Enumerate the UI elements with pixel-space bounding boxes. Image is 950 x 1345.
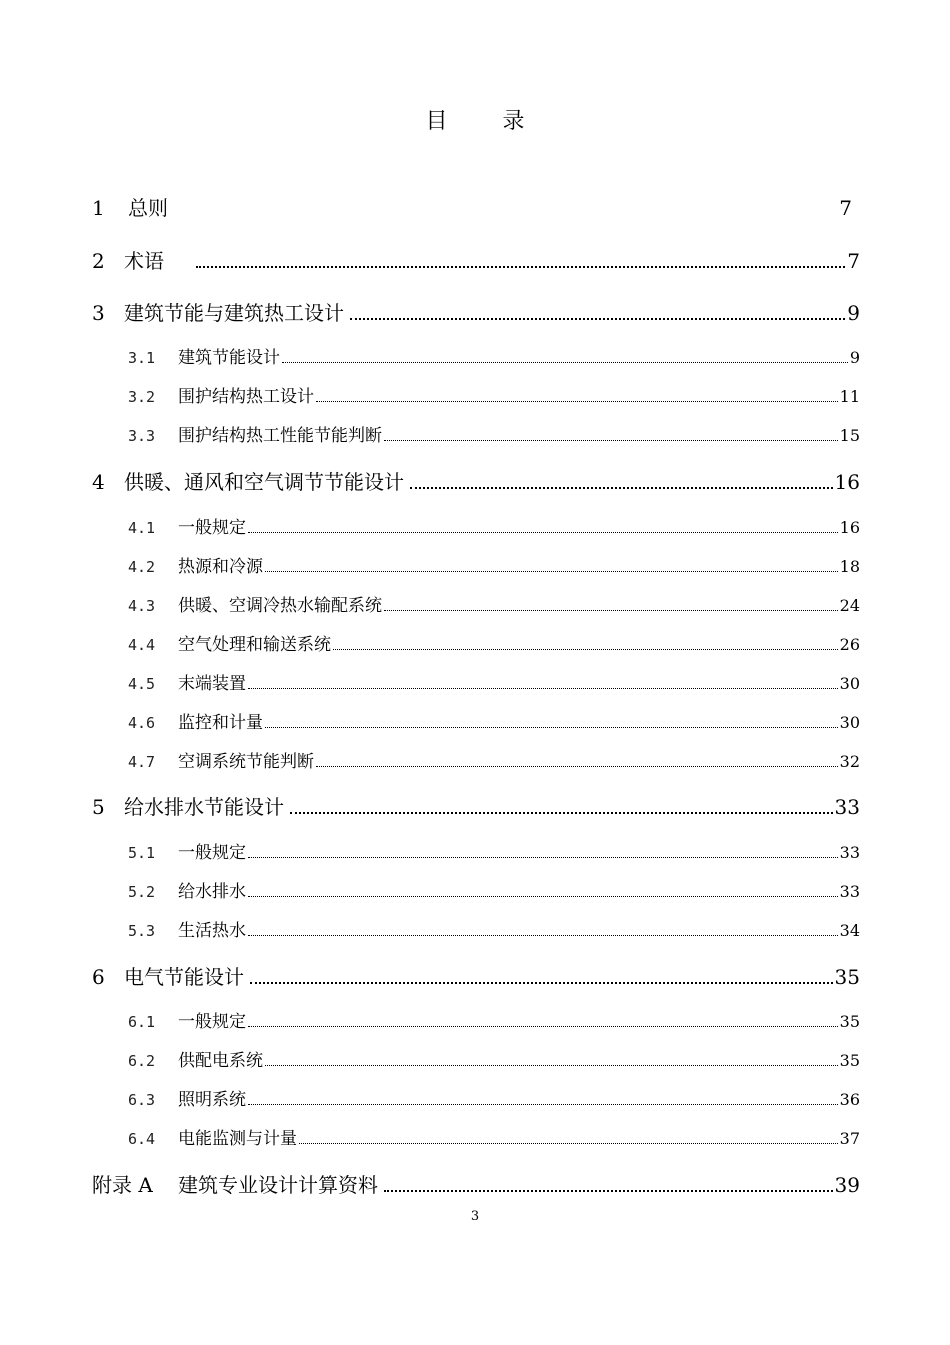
toc-leader-dots bbox=[316, 766, 838, 767]
toc-number: 6.4 bbox=[128, 1130, 156, 1148]
toc-number: 3.2 bbox=[128, 388, 156, 406]
toc-page-number: 36 bbox=[839, 1090, 860, 1109]
toc-entry[interactable] bbox=[0, 962, 950, 992]
toc-number: 6.1 bbox=[128, 1013, 156, 1031]
toc-leader-dots bbox=[248, 857, 838, 858]
toc-page-number: 11 bbox=[839, 387, 860, 406]
toc-entry[interactable] bbox=[0, 382, 950, 412]
toc-label: 给水排水 bbox=[178, 882, 246, 902]
toc-number: 4 bbox=[92, 470, 105, 494]
toc-page-number: 35 bbox=[834, 965, 860, 989]
toc-entry[interactable] bbox=[0, 630, 950, 660]
toc-page-number: 35 bbox=[839, 1051, 860, 1070]
toc-label: 电能监测与计量 bbox=[178, 1129, 297, 1149]
toc-entry[interactable] bbox=[0, 193, 950, 223]
toc-label: 一般规定 bbox=[178, 518, 246, 538]
toc-label: 供配电系统 bbox=[178, 1051, 263, 1071]
page-title: 目 录 bbox=[425, 109, 549, 134]
toc-leader-dots bbox=[350, 318, 845, 320]
toc-label: 术语 bbox=[124, 249, 164, 273]
toc-leader-dots bbox=[290, 812, 833, 814]
toc-leader-dots bbox=[333, 649, 838, 650]
toc-leader-dots bbox=[265, 571, 838, 572]
toc-leader-dots bbox=[384, 440, 838, 441]
toc-number: 6.3 bbox=[128, 1091, 156, 1109]
toc-number: 5.3 bbox=[128, 922, 156, 940]
toc-number: 4.3 bbox=[128, 597, 156, 615]
toc-page-number: 34 bbox=[839, 921, 860, 940]
toc-entry[interactable] bbox=[0, 246, 950, 276]
toc-label: 一般规定 bbox=[178, 1012, 246, 1032]
toc-label: 空调系统节能判断 bbox=[178, 752, 314, 772]
toc-leader-dots bbox=[410, 487, 833, 489]
toc-number: 5.1 bbox=[128, 844, 156, 862]
toc-number: 4.5 bbox=[128, 675, 156, 693]
toc-leader-dots bbox=[248, 688, 838, 689]
toc-leader-dots bbox=[248, 935, 838, 936]
toc-leader-dots bbox=[316, 401, 838, 402]
toc-number: 5 bbox=[92, 795, 105, 819]
toc-page-number: 33 bbox=[834, 795, 860, 819]
toc-page-number: 7 bbox=[847, 249, 860, 273]
toc-entry[interactable] bbox=[0, 1170, 950, 1200]
toc-entry[interactable] bbox=[0, 421, 950, 451]
toc-page-number: 30 bbox=[839, 713, 860, 732]
toc-leader-dots bbox=[248, 532, 838, 533]
toc-entry[interactable] bbox=[0, 1046, 950, 1076]
toc-leader-dots bbox=[196, 266, 845, 268]
toc-page-number: 35 bbox=[839, 1012, 860, 1031]
toc-page-number: 37 bbox=[839, 1129, 860, 1148]
toc-entry[interactable] bbox=[0, 513, 950, 543]
toc-label: 建筑专业设计计算资料 bbox=[178, 1173, 378, 1197]
toc-entry[interactable] bbox=[0, 747, 950, 777]
toc-label: 照明系统 bbox=[178, 1090, 246, 1110]
toc-number: 4.6 bbox=[128, 714, 156, 732]
toc-leader-dots bbox=[265, 727, 838, 728]
toc-label: 电气节能设计 bbox=[124, 965, 244, 989]
toc-label: 末端装置 bbox=[178, 674, 246, 694]
toc-label: 生活热水 bbox=[178, 921, 246, 941]
toc-label: 热源和冷源 bbox=[178, 557, 263, 577]
toc-number: 附录 A bbox=[92, 1173, 153, 1197]
toc-entry[interactable] bbox=[0, 792, 950, 822]
toc-entry[interactable] bbox=[0, 916, 950, 946]
toc-number: 5.2 bbox=[128, 883, 156, 901]
toc-page-number: 9 bbox=[849, 348, 860, 367]
toc-leader-dots bbox=[384, 1190, 833, 1192]
toc-number: 4.4 bbox=[128, 636, 156, 654]
toc-number: 6.2 bbox=[128, 1052, 156, 1070]
toc-number: 2 bbox=[92, 249, 105, 273]
toc-label: 围护结构热工设计 bbox=[178, 387, 314, 407]
toc-page-number: 15 bbox=[839, 426, 860, 445]
toc-number: 3.1 bbox=[128, 349, 156, 367]
toc-entry[interactable] bbox=[0, 591, 950, 621]
toc-entry[interactable] bbox=[0, 467, 950, 497]
toc-page-number: 16 bbox=[834, 470, 860, 494]
toc-entry[interactable] bbox=[0, 838, 950, 868]
toc-entry[interactable] bbox=[0, 343, 950, 373]
toc-number: 6 bbox=[92, 965, 105, 989]
toc-entry[interactable] bbox=[0, 552, 950, 582]
toc-entry[interactable] bbox=[0, 1007, 950, 1037]
toc-page-number: 7 bbox=[839, 196, 852, 220]
toc-number: 4.1 bbox=[128, 519, 156, 537]
toc-entry[interactable] bbox=[0, 877, 950, 907]
toc-page-number: 33 bbox=[839, 882, 860, 901]
toc-label: 供暖、通风和空气调节节能设计 bbox=[124, 470, 404, 494]
toc-label: 一般规定 bbox=[178, 843, 246, 863]
toc-label: 给水排水节能设计 bbox=[124, 795, 284, 819]
toc-label: 总则 bbox=[128, 196, 168, 220]
toc-entry[interactable] bbox=[0, 708, 950, 738]
toc-number: 1 bbox=[92, 196, 105, 220]
toc-number: 4.7 bbox=[128, 753, 156, 771]
toc-page-number: 26 bbox=[839, 635, 860, 654]
toc-leader-dots bbox=[248, 1104, 838, 1105]
toc-leader-dots bbox=[384, 610, 838, 611]
toc-entry[interactable] bbox=[0, 298, 950, 328]
toc-number: 4.2 bbox=[128, 558, 156, 576]
toc-page-number: 16 bbox=[839, 518, 860, 537]
toc-page-number: 30 bbox=[839, 674, 860, 693]
toc-page-number: 24 bbox=[839, 596, 860, 615]
toc-page-number: 9 bbox=[847, 301, 860, 325]
toc-entry[interactable] bbox=[0, 1124, 950, 1154]
toc-leader-dots bbox=[248, 1026, 838, 1027]
toc-page-number: 32 bbox=[839, 752, 860, 771]
toc-page-number: 39 bbox=[834, 1173, 860, 1197]
toc-leader-dots bbox=[250, 982, 833, 984]
toc-label: 供暖、空调冷热水输配系统 bbox=[178, 596, 382, 616]
toc-page-number: 33 bbox=[839, 843, 860, 862]
toc-label: 围护结构热工性能节能判断 bbox=[178, 426, 382, 446]
toc-label: 空气处理和输送系统 bbox=[178, 635, 331, 655]
toc-number: 3.3 bbox=[128, 427, 156, 445]
toc-entry[interactable] bbox=[0, 1085, 950, 1115]
toc-leader-dots bbox=[248, 896, 838, 897]
toc-label: 建筑节能与建筑热工设计 bbox=[124, 301, 344, 325]
toc-entry[interactable] bbox=[0, 669, 950, 699]
toc-label: 建筑节能设计 bbox=[178, 348, 280, 368]
toc-leader-dots bbox=[265, 1065, 838, 1066]
page-number: 3 bbox=[470, 1209, 480, 1224]
toc-label: 监控和计量 bbox=[178, 713, 263, 733]
toc-leader-dots bbox=[299, 1143, 838, 1144]
toc-leader-dots bbox=[282, 362, 848, 363]
toc-number: 3 bbox=[92, 301, 105, 325]
toc-page-number: 18 bbox=[839, 557, 860, 576]
